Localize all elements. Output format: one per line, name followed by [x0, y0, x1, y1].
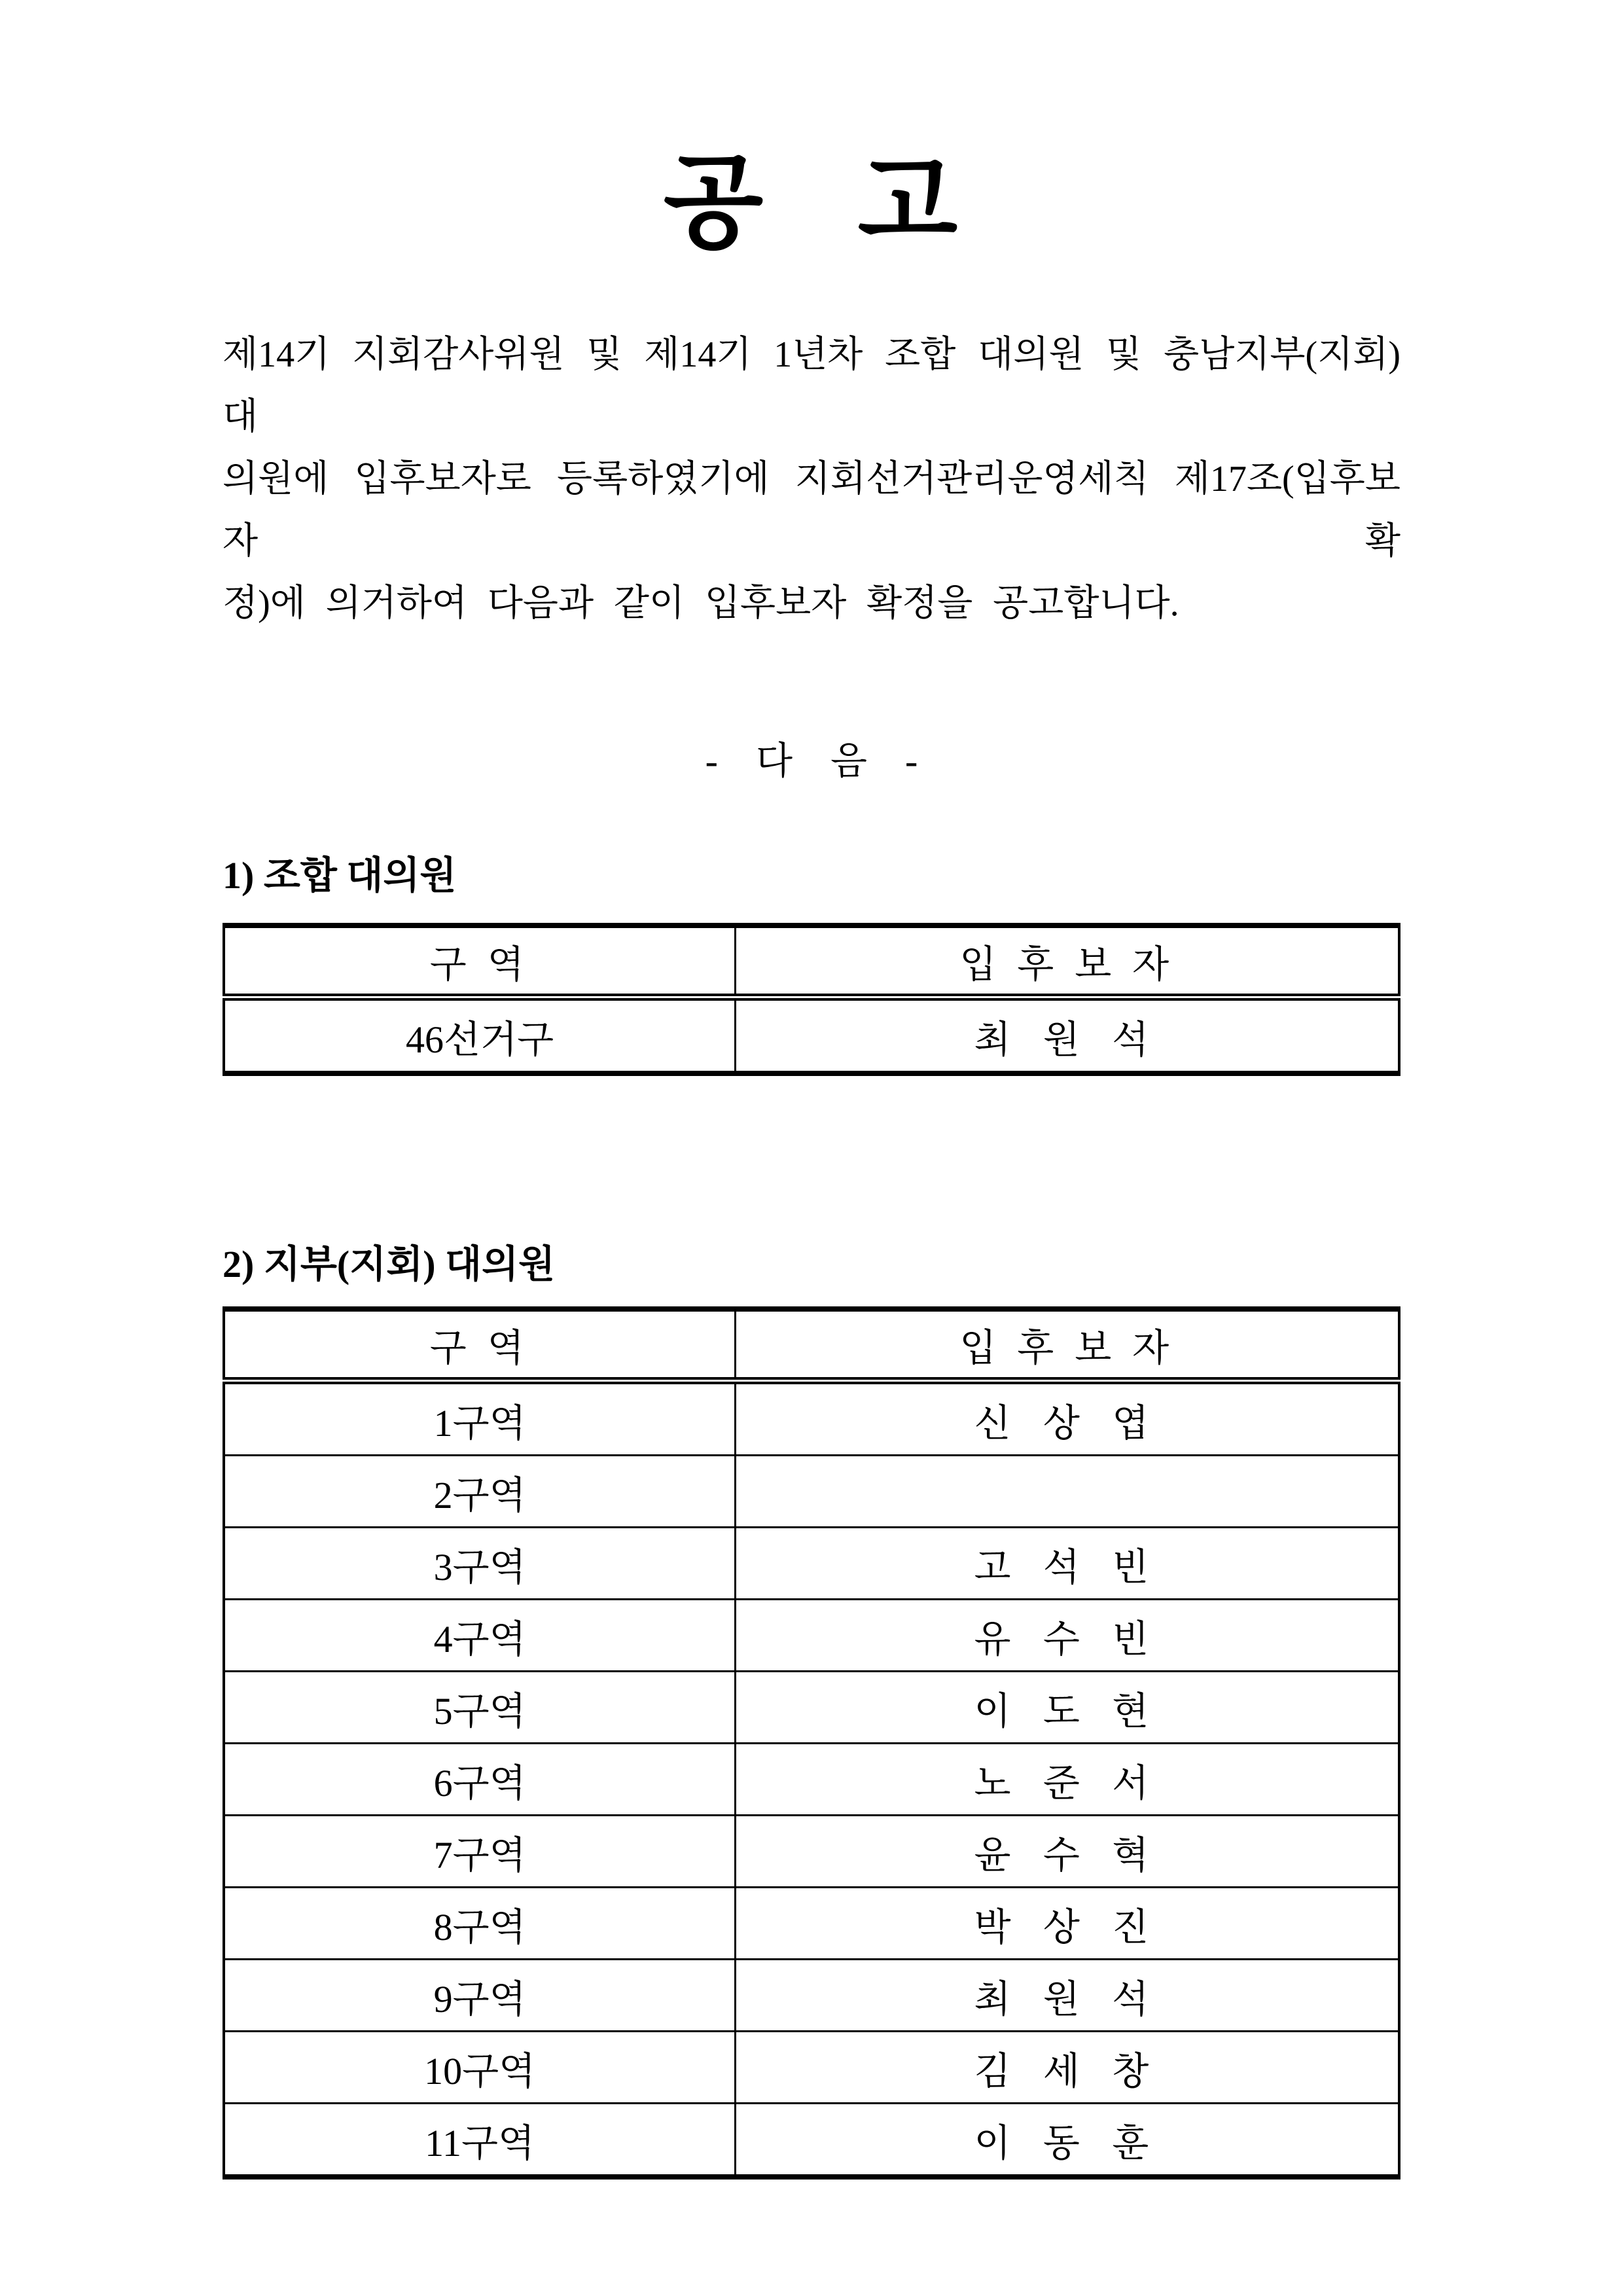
intro-line-2: 의원에 입후보자로 등록하였기에 지회선거관리운영세칙 제17조(입후보자 확: [223, 459, 1400, 562]
table-row: [224, 2032, 1399, 2104]
candidate-cell: 고 석 빈: [736, 1528, 1399, 1600]
zone-cell: 10구역: [224, 2032, 736, 2104]
table-row: [224, 1672, 1399, 1744]
candidate-cell: 윤 수 혁: [736, 1816, 1399, 1888]
zone-cell: 4구역: [224, 1600, 736, 1672]
branch-delegate-table-head: [224, 1309, 1399, 1381]
intro-line-3: 정)에 의거하여 다음과 같이 입후보자 확정을 공고합니다.: [223, 583, 1179, 624]
candidate-cell: 최 원 석: [736, 1960, 1399, 2032]
zone-cell: 7구역: [224, 1816, 736, 1888]
candidate-cell: 박 상 진: [736, 1888, 1399, 1960]
zone-cell: 46선거구: [224, 997, 736, 1074]
zone-cell: 11구역: [224, 2104, 736, 2178]
column-header-candidate: 입 후 보 자: [736, 1309, 1399, 1381]
table-row: [224, 1960, 1399, 2032]
header-row: [224, 1309, 1399, 1381]
table-row: [224, 1600, 1399, 1672]
column-header-zone: 구 역: [224, 1309, 736, 1381]
union-delegate-table: [223, 923, 1400, 1076]
zone-cell: 1구역: [224, 1381, 736, 1456]
section2-heading: 2) 지부(지회) 대의원: [223, 1243, 556, 1285]
section1-heading: 1) 조합 대의원: [223, 854, 457, 897]
table-row: [224, 1744, 1399, 1816]
zone-cell: 3구역: [224, 1528, 736, 1600]
document-title: 공 고: [663, 145, 960, 260]
intro-paragraph: [223, 324, 1400, 635]
table-row: [224, 1381, 1399, 1456]
branch-delegate-table: [223, 1306, 1400, 2179]
header-row: [224, 925, 1399, 997]
zone-cell: 5구역: [224, 1672, 736, 1744]
table-row: [224, 1528, 1399, 1600]
table-row: [224, 1888, 1399, 1960]
table-row: [224, 997, 1399, 1074]
candidate-cell: 이 도 현: [736, 1672, 1399, 1744]
zone-cell: 6구역: [224, 1744, 736, 1816]
zone-cell: 9구역: [224, 1960, 736, 2032]
union-delegate-table-head: [224, 925, 1399, 997]
branch-delegate-table-body: [224, 1381, 1399, 2178]
candidate-cell: 신 상 엽: [736, 1381, 1399, 1456]
column-header-zone: 구 역: [224, 925, 736, 997]
table-row: [224, 2104, 1399, 2178]
candidate-cell: 최 원 석: [736, 997, 1399, 1074]
zone-cell: 2구역: [224, 1456, 736, 1528]
candidate-cell: [736, 1456, 1399, 1528]
zone-cell: 8구역: [224, 1888, 736, 1960]
union-delegate-table-body: [224, 997, 1399, 1074]
intro-line-1: 제14기 지회감사위원 및 제14기 1년차 조합 대의원 및 충남지부(지회) 대: [223, 334, 1400, 437]
candidate-cell: 김 세 창: [736, 2032, 1399, 2104]
candidate-cell: 노 준 서: [736, 1744, 1399, 1816]
daeum-divider-label: - 다 음 -: [705, 740, 918, 782]
table-row: [224, 1456, 1399, 1528]
candidate-cell: 유 수 빈: [736, 1600, 1399, 1672]
table-row: [224, 1816, 1399, 1888]
candidate-cell: 이 동 훈: [736, 2104, 1399, 2178]
column-header-candidate: 입 후 보 자: [736, 925, 1399, 997]
